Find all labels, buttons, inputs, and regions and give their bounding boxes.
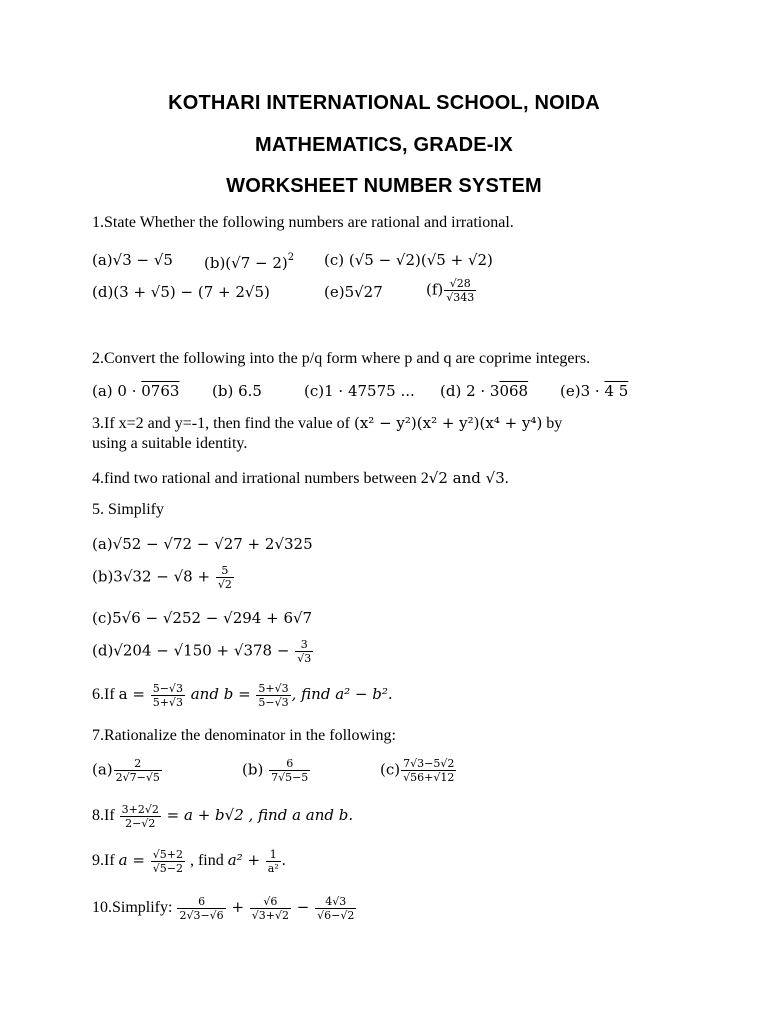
q10-term2-num: √6 bbox=[250, 896, 291, 909]
q5-d bbox=[92, 639, 728, 667]
q7-b-label: (b) bbox=[242, 760, 269, 779]
q6-b-num: 5+√3 bbox=[258, 682, 289, 695]
q1-f-den: √343 bbox=[446, 291, 475, 304]
school-title: KOTHARI INTERNATIONAL SCHOOL, NOIDA bbox=[168, 92, 600, 114]
q9-text bbox=[92, 849, 728, 881]
q8-text bbox=[92, 804, 728, 836]
q7-text: 7.Rationalize the denominator in the following: bbox=[92, 727, 396, 744]
q7-c-fraction bbox=[401, 758, 456, 783]
q7-c-num: 7√3−5√2 bbox=[403, 757, 455, 770]
q6-text bbox=[92, 683, 728, 713]
q2-text: 2.Convert the following into the p/q form where p and q are coprime integers. bbox=[92, 350, 591, 367]
q5-b-pre: (b)3√32 − √8 + bbox=[92, 567, 215, 586]
q5-text: 5. Simplify bbox=[92, 501, 165, 518]
q1-f-num: √28 bbox=[444, 278, 476, 291]
q1-b-base: (b)(√7 − 2) bbox=[204, 254, 288, 272]
q10-term1 bbox=[177, 896, 225, 921]
q10-term3-num: 4√3 bbox=[315, 896, 356, 909]
q1-a: (a)√3 − √5 bbox=[92, 251, 173, 269]
q7-b-den: 7√5−5 bbox=[271, 771, 309, 784]
q2-d-repeat: 068 bbox=[499, 382, 529, 400]
q1-d: (d)(3 + √5) − (7 + 2√5) bbox=[92, 283, 270, 301]
q7-b-num: 6 bbox=[269, 758, 310, 771]
q6-b-fraction bbox=[256, 683, 290, 708]
q7-a-num: 2 bbox=[114, 758, 162, 771]
q10-op1: + bbox=[226, 898, 249, 917]
q6-a-fraction bbox=[151, 683, 185, 708]
q4-post: . bbox=[504, 470, 509, 487]
q1-b bbox=[204, 250, 294, 273]
q10-term1-num: 6 bbox=[177, 896, 225, 909]
q8-den: 2−√2 bbox=[125, 817, 156, 830]
q8-pre: 8.If bbox=[92, 807, 119, 825]
q7-a-fraction bbox=[114, 758, 162, 783]
q3-expr: (x² − y²)(x² + y²)(x⁴ + y⁴) bbox=[353, 414, 543, 432]
q2-a-label: (a) 0 · bbox=[92, 382, 142, 400]
q7-c bbox=[380, 758, 457, 783]
q3-post: by bbox=[542, 415, 563, 432]
q9-mid: , find bbox=[185, 852, 228, 870]
q9-num: √5+2 bbox=[152, 848, 183, 861]
q9-var: a = bbox=[118, 851, 150, 870]
q7-c-den: √56+√12 bbox=[403, 771, 455, 784]
q5-b-num: 5 bbox=[216, 565, 234, 578]
q5-a: (a)√52 − √72 − √27 + 2√325 bbox=[92, 535, 313, 553]
q10-term2-den: √3+√2 bbox=[251, 909, 290, 922]
subject-title: MATHEMATICS, GRADE-IX bbox=[255, 134, 513, 156]
q7-b bbox=[242, 758, 311, 783]
worksheet-title: WORKSHEET NUMBER SYSTEM bbox=[226, 175, 542, 197]
q4-text bbox=[92, 468, 728, 489]
q3-pre: 3.If x=2 and y=-1, then find the value of bbox=[92, 415, 354, 432]
q10-op2: − bbox=[292, 898, 315, 917]
q2-e-label: (e)3 · bbox=[560, 382, 605, 400]
q7-c-label: (c) bbox=[380, 760, 401, 779]
q7-b-fraction bbox=[269, 758, 310, 783]
q4-pre: 4.find two rational and irrational numbers between 2 bbox=[92, 470, 429, 487]
q10-term1-den: 2√3−√6 bbox=[179, 909, 224, 922]
q6-a-num: 5−√3 bbox=[152, 682, 183, 695]
q6-a-var: a = bbox=[118, 685, 150, 704]
q5-d-pre: (d)√204 − √150 + √378 − bbox=[92, 641, 295, 660]
q9-expr: a² + bbox=[227, 851, 265, 870]
q10-term3-den: √6−√2 bbox=[317, 909, 355, 922]
q2-c: (c)1 · 47575 ... bbox=[304, 382, 415, 400]
q2-b: (b) 6.5 bbox=[212, 382, 262, 400]
q9-inv-den: a² bbox=[267, 862, 279, 875]
q2-a bbox=[92, 381, 179, 401]
q7-options bbox=[92, 758, 728, 790]
q2-e-repeat: 4 5 bbox=[604, 382, 629, 400]
q9-fraction bbox=[151, 849, 185, 874]
q6-b-den: 5−√3 bbox=[258, 696, 289, 709]
q1-f-fraction bbox=[444, 278, 476, 303]
q6-and-b: and b = bbox=[185, 685, 256, 704]
q5-d-num: 3 bbox=[295, 639, 313, 652]
q7-a bbox=[92, 758, 163, 783]
q9-den: √5−2 bbox=[152, 862, 183, 875]
q10-label: 10.Simplify: bbox=[92, 899, 177, 917]
q10-text bbox=[92, 896, 728, 928]
q9-post: . bbox=[281, 852, 286, 870]
q8-post: = a + b√2 , find a and b. bbox=[161, 806, 354, 825]
q2-a-repeat: 0763 bbox=[141, 382, 180, 400]
q1-f-label: (f) bbox=[426, 280, 444, 299]
q6-post: , find a² − b². bbox=[291, 685, 393, 704]
q4-expr: √2 and √3 bbox=[428, 469, 505, 487]
q9-inv-fraction bbox=[266, 849, 281, 874]
q7-a-den: 2√7−√5 bbox=[115, 771, 160, 784]
q1-b-exp: 2 bbox=[287, 252, 295, 263]
q9-inv-num: 1 bbox=[266, 849, 281, 862]
q5-b bbox=[92, 565, 728, 593]
q9-pre: 9.If bbox=[92, 852, 119, 870]
q2-d-label: (d) 2 · 3 bbox=[440, 382, 500, 400]
q6-pre: 6.If bbox=[92, 686, 119, 704]
q8-fraction bbox=[120, 804, 161, 829]
q2-d bbox=[440, 381, 528, 401]
q5-b-fraction bbox=[216, 565, 234, 590]
q5-c: (c)5√6 − √252 − √294 + 6√7 bbox=[92, 609, 313, 627]
q2-options bbox=[92, 381, 728, 403]
q10-term2 bbox=[250, 896, 291, 921]
q1-f bbox=[426, 278, 477, 303]
q3-line2: using a suitable identity. bbox=[92, 435, 248, 452]
q6-a-den: 5+√3 bbox=[152, 696, 183, 709]
q10-term3 bbox=[315, 896, 356, 921]
q1-e: (e)5√27 bbox=[324, 283, 383, 301]
q7-a-label: (a) bbox=[92, 760, 113, 779]
q3-line1 bbox=[92, 413, 728, 434]
q1-text: 1.State Whether the following numbers are rational and irrational. bbox=[92, 214, 514, 231]
q2-e bbox=[560, 381, 628, 401]
q5-b-den: √2 bbox=[217, 578, 232, 591]
q8-num: 3+2√2 bbox=[121, 803, 159, 816]
q5-d-den: √3 bbox=[297, 652, 312, 665]
q1-row1 bbox=[92, 250, 728, 272]
q1-c: (c) (√5 − √2)(√5 + √2) bbox=[324, 251, 493, 269]
q5-d-fraction bbox=[295, 639, 313, 664]
q1-row2 bbox=[92, 277, 728, 308]
